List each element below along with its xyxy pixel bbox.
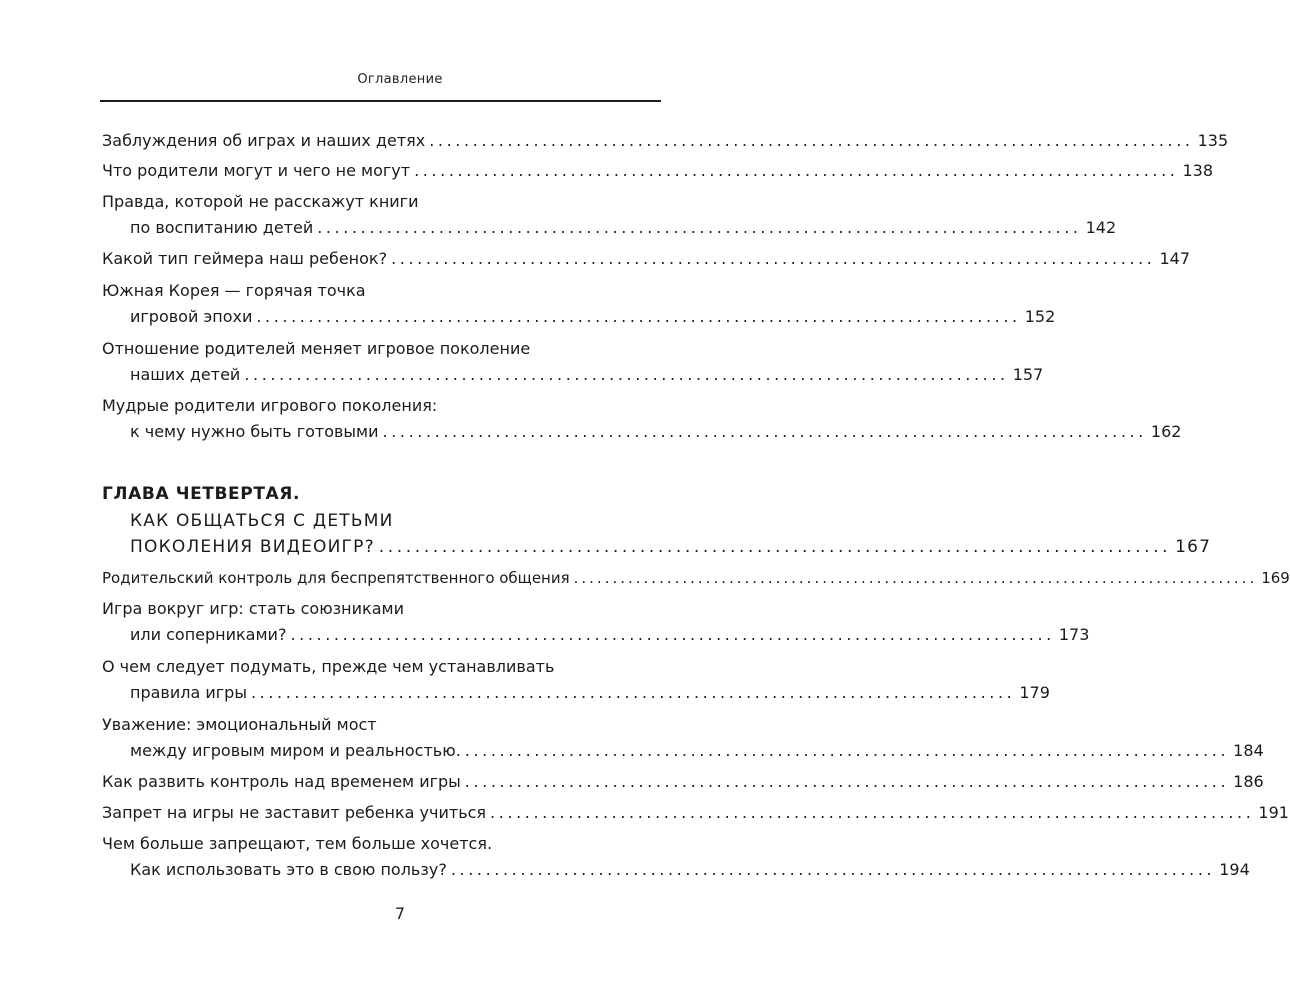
toc-entry-page: 179 — [1019, 683, 1050, 702]
toc-entry — [102, 159, 1214, 183]
toc-entry — [130, 305, 1056, 329]
dot-leader: ........................................................................................ — [256, 307, 1021, 326]
toc-entry — [130, 623, 1090, 647]
toc-entry-page: 184 — [1233, 741, 1264, 760]
dot-leader: ........................................................................................ — [382, 422, 1147, 441]
chapter-heading: ГЛАВА ЧЕТВЕРТАЯ. — [102, 484, 301, 504]
toc-entry — [102, 129, 1229, 153]
toc-entry-page: 152 — [1024, 307, 1056, 326]
toc-entry-title: Запрет на игры не заставит ребенка учиться — [102, 803, 487, 822]
dot-leader: ........................................................................................ — [490, 803, 1255, 822]
toc-entry-title: Заблуждения об играх и наших детях — [102, 131, 426, 150]
toc-entry — [102, 770, 1264, 794]
toc-entry — [130, 858, 1250, 882]
toc-entry — [130, 363, 1044, 387]
toc-entry-title: Чем больше запрещают, тем больше хочется. — [102, 834, 493, 853]
dot-leader: ........................................................................................ — [391, 249, 1156, 268]
toc-entry-page: 194 — [1219, 860, 1250, 879]
toc-entry-title-continued: наших детей — [130, 365, 241, 384]
toc-entry-title-continued: или соперниками? — [130, 625, 287, 644]
toc-entry — [130, 681, 1050, 705]
toc-entry — [102, 566, 1290, 590]
toc-entry-title: Какой тип геймера наш ребенок? — [102, 249, 388, 268]
dot-leader: ........................................................................................ — [464, 772, 1230, 791]
toc-entry-title: Отношение родителей меняет игровое поколение — [102, 339, 531, 358]
toc-entry — [130, 420, 1182, 444]
toc-entry-page: 142 — [1085, 218, 1117, 237]
toc-entry-page: 162 — [1150, 422, 1182, 441]
chapter-title-continued: ПОКОЛЕНИЯ ВИДЕОИГР? — [130, 537, 375, 557]
toc-entry-title-continued: к чему нужно быть готовыми — [130, 422, 379, 441]
dot-leader: ........................................................................................ — [414, 161, 1179, 180]
dot-leader: ........................................................................................ — [429, 131, 1194, 150]
dot-leader: ........................................................................................ — [244, 365, 1009, 384]
page-number: 7 — [394, 904, 406, 923]
chapter-page: 167 — [1175, 537, 1212, 557]
toc-entry-title-continued: игровой эпохи — [130, 307, 253, 326]
toc-entry-title: Что родители могут и чего не могут — [102, 161, 411, 180]
toc-entry-title: Мудрые родители игрового поколения: — [102, 396, 438, 415]
toc-entry-title: Южная Корея — горячая точка — [102, 281, 366, 300]
toc-entry-title: Игра вокруг игр: стать союзниками — [102, 599, 404, 618]
toc-entry-page: 157 — [1012, 365, 1044, 384]
dot-leader: ........................................................................................ — [250, 683, 1016, 702]
dot-leader: ........................................................................................ — [464, 741, 1230, 760]
chapter-title: КАК ОБЩАТЬСЯ С ДЕТЬМИ — [130, 511, 394, 531]
toc-entry-page: 135 — [1197, 131, 1229, 150]
toc-entry — [102, 801, 1289, 825]
toc-entry-title-continued: по воспитанию детей — [130, 218, 314, 237]
toc-entry-page: 169 — [1261, 569, 1290, 587]
toc-entry — [102, 247, 1191, 271]
toc-entry-title-continued: между игровым миром и реальностью. — [130, 741, 461, 760]
toc-entry-page: 173 — [1058, 625, 1090, 644]
toc-entry — [130, 216, 1117, 240]
toc-entry-title: Родительский контроль для беспрепятственного общения — [102, 569, 570, 587]
toc-entry-title-continued: правила игры — [130, 683, 247, 702]
toc-entry — [130, 739, 1264, 763]
toc-entry-page: 186 — [1233, 772, 1264, 791]
dot-leader: ........................................................................................ — [290, 625, 1055, 644]
toc-entry-title: О чем следует подумать, прежде чем устанавливать — [102, 657, 555, 676]
toc-entry-title: Правда, которой не расскажут книги — [102, 192, 419, 211]
table-of-contents — [102, 0, 1290, 1000]
toc-entry-title: Уважение: эмоциональный мост — [102, 715, 377, 734]
dot-leader: ........................................................................................ — [573, 569, 1258, 587]
chapter-entry — [130, 535, 1212, 559]
toc-entry-page: 147 — [1159, 249, 1191, 268]
dot-leader: ........................................................................................ — [317, 218, 1082, 237]
dot-leader: ........................................................................................ — [378, 537, 1172, 557]
dot-leader: ........................................................................................ — [450, 860, 1216, 879]
toc-entry-page: 191 — [1258, 803, 1289, 822]
running-head: Оглавление — [357, 72, 443, 87]
toc-entry-title-continued: Как использовать это в свою пользу? — [130, 860, 447, 879]
toc-entry-title: Как развить контроль над временем игры — [102, 772, 461, 791]
toc-entry-page: 138 — [1182, 161, 1214, 180]
